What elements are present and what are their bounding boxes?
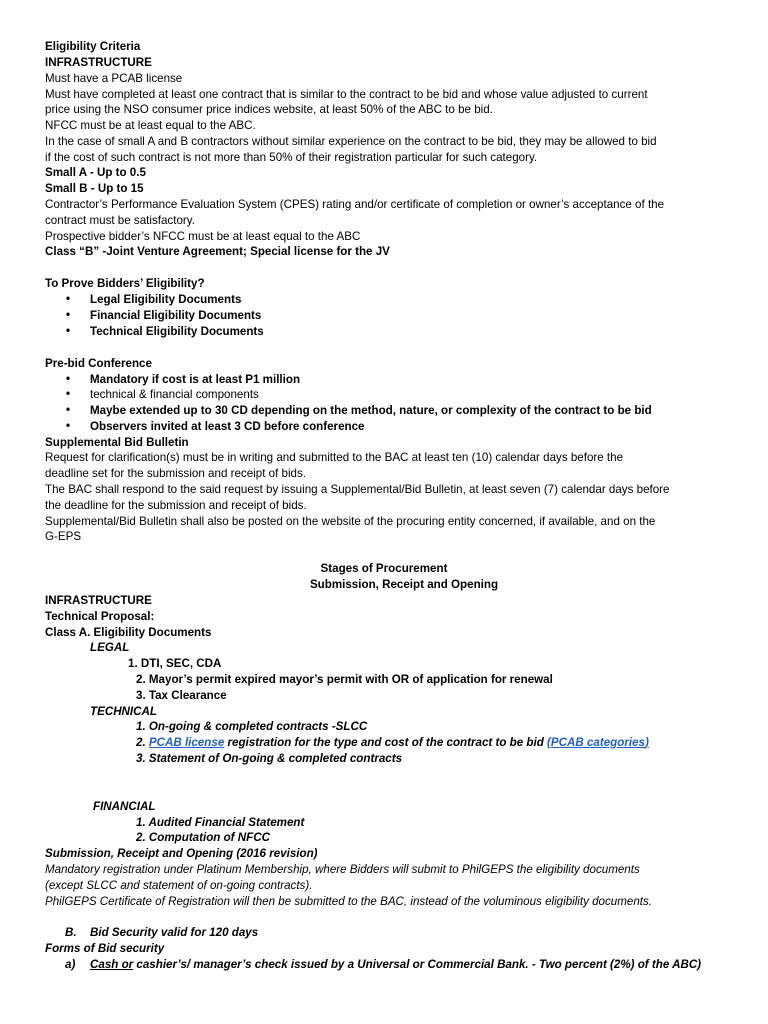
class-a-label: Class A. Eligibility Documents	[45, 626, 212, 639]
pcab-paren-close[interactable]: )	[644, 736, 649, 749]
bullet-dot: •	[66, 308, 71, 321]
eligibility-heading: Eligibility Criteria	[45, 40, 141, 53]
eligibility-line: Contractor’s Performance Evaluation System (CPES) rating and/or certificate of completion or owner’s acceptance of the	[45, 198, 665, 211]
bulletin-line: deadline set for the submission and receipt of bids.	[45, 467, 307, 480]
eligibility-line: Small B - Up to 15	[45, 182, 144, 195]
prove-bullet: Legal Eligibility Documents	[90, 293, 242, 306]
bulletin-line: the deadline for the submission and receipt of bids.	[45, 499, 307, 512]
forms-of-bid-security: Forms of Bid security	[45, 942, 165, 955]
bid-security-cash	[90, 957, 701, 973]
legal-label: LEGAL	[90, 641, 130, 654]
bullet-dot: •	[66, 324, 71, 337]
prove-bullet: Financial Eligibility Documents	[90, 309, 262, 322]
prove-heading: To Prove Bidders’ Eligibility?	[45, 277, 205, 290]
eligibility-line: Must have a PCAB license	[45, 72, 183, 85]
bulletin-line: Supplemental/Bid Bulletin shall also be posted on the website of the procuring entity concerned, if available, and on the	[45, 515, 656, 528]
financial-item: 2. Computation of NFCC	[136, 831, 270, 844]
pcab-license-link[interactable]: PCAB license	[148, 736, 225, 749]
bulletin-line: The BAC shall respond to the said request by issuing a Supplemental/Bid Bulletin, at least seven (7) calendar days before	[45, 483, 670, 496]
stages-title: Stages of Procurement	[320, 562, 448, 575]
item-b-label: B.	[65, 926, 77, 939]
technical-proposal-label: Technical Proposal:	[45, 610, 155, 623]
revision-heading: Submission, Receipt and Opening (2016 revision)	[45, 847, 318, 860]
revision-line: PhilGEPS Certificate of Registration will then be submitted to the BAC, instead of the voluminous eligibility documents.	[45, 895, 653, 908]
technical-item: 1. On-going & completed contracts -SLCC	[136, 720, 368, 733]
prebid-bullet: technical & financial components	[90, 388, 259, 401]
prebid-heading: Pre-bid Conference	[45, 357, 152, 370]
bullet-dot: •	[66, 419, 71, 432]
eligibility-line: Class “B” -Joint Venture Agreement; Special license for the JV	[45, 245, 390, 258]
eligibility-line: if the cost of such contract is not more than 50% of their registration particular for such category.	[45, 151, 538, 164]
eligibility-infra: INFRASTRUCTURE	[45, 56, 152, 69]
legal-item: 3. Tax Clearance	[136, 689, 227, 702]
item-a-label: a)	[65, 958, 76, 971]
financial-label: FINANCIAL	[93, 800, 156, 813]
eligibility-line: In the case of small A and B contractors without similar experience on the contract to be bid, they may be allowed to bid	[45, 135, 657, 148]
cashier-check-text: cashier’s/ manager’s check issued by a Universal or Commercial Bank. - Two percent (2%) of the ABC)	[136, 958, 702, 971]
eligibility-line: Prospective bidder’s NFCC must be at least equal to the ABC	[45, 230, 361, 243]
bullet-dot: •	[66, 292, 71, 305]
stages-infra: INFRASTRUCTURE	[45, 594, 152, 607]
eligibility-line: contract must be satisfactory.	[45, 214, 195, 227]
bid-security-validity: Bid Security valid for 120 days	[90, 926, 259, 939]
technical-label: TECHNICAL	[90, 705, 157, 718]
revision-line: Mandatory registration under Platinum Membership, where Bidders will submit to PhilGEPS the eligibility documents	[45, 863, 640, 876]
legal-item: 1. DTI, SEC, CDA	[128, 657, 222, 670]
technical-item	[136, 735, 649, 751]
prebid-bullet: Maybe extended up to 30 CD depending on the method, nature, or complexity of the contract to be bid	[90, 404, 652, 417]
prove-bullet: Technical Eligibility Documents	[90, 325, 264, 338]
technical-item-text: registration for the type and cost of the contract to be bid	[224, 736, 547, 749]
revision-line: (except SLCC and statement of on-going contracts).	[45, 879, 313, 892]
eligibility-line: price using the NSO consumer price indices website, at least 50% of the ABC to be bid.	[45, 103, 493, 116]
eligibility-line: Must have completed at least one contract that is similar to the contract to be bid and whose value adjusted to current	[45, 88, 648, 101]
stages-subtitle: Submission, Receipt and Opening	[309, 578, 499, 591]
legal-item: 2. Mayor’s permit expired mayor’s permit with OR of application for renewal	[136, 673, 553, 686]
pcab-categories-link[interactable]: PCAB categories	[550, 736, 645, 749]
bullet-dot: •	[66, 387, 71, 400]
cash-or-text: Cash or	[90, 958, 134, 971]
pcab-paren-open[interactable]: (	[547, 736, 551, 749]
bulletin-heading: Supplemental Bid Bulletin	[45, 436, 189, 449]
eligibility-line: NFCC must be at least equal to the ABC.	[45, 119, 256, 132]
technical-item: 3. Statement of On-going & completed contracts	[136, 752, 403, 765]
financial-item: 1. Audited Financial Statement	[136, 816, 305, 829]
bulletin-line: Request for clarification(s) must be in writing and submitted to the BAC at least ten (10) calendar days before the	[45, 451, 624, 464]
technical-item-number: 2.	[136, 736, 149, 749]
bullet-dot: •	[66, 372, 71, 385]
bulletin-line: G-EPS	[45, 530, 82, 543]
eligibility-line: Small A - Up to 0.5	[45, 166, 146, 179]
bullet-dot: •	[66, 403, 71, 416]
prebid-bullet: Observers invited at least 3 CD before conference	[90, 420, 365, 433]
prebid-bullet: Mandatory if cost is at least P1 million	[90, 373, 301, 386]
